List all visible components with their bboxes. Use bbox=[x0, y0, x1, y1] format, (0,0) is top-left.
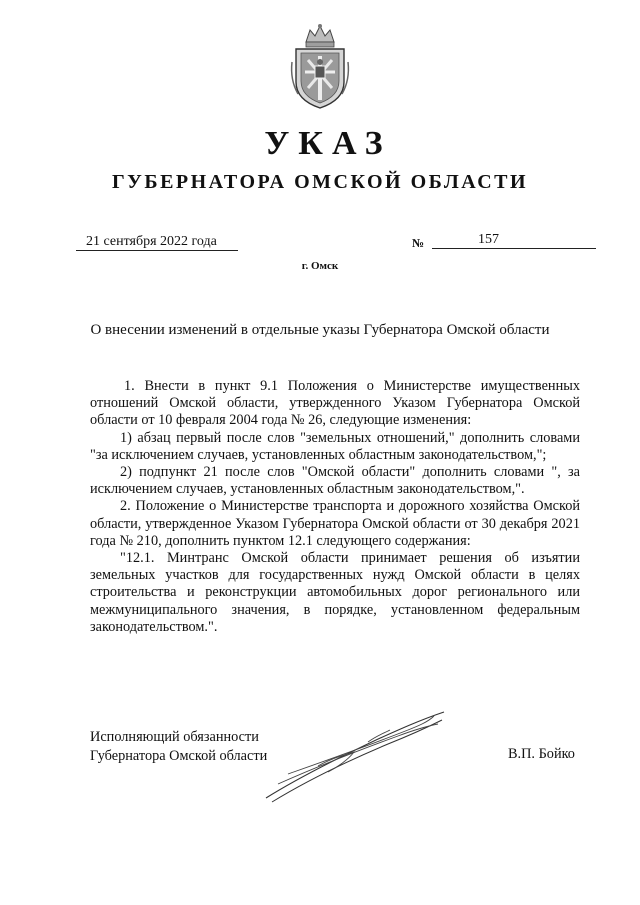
signatory-position-line-1: Исполняющий обязанности bbox=[90, 729, 259, 745]
document-number: 157 bbox=[478, 232, 499, 247]
document-city: г. Омск bbox=[301, 260, 339, 272]
signatory-position-line-2: Губернатора Омской области bbox=[90, 747, 268, 764]
number-sign: № bbox=[412, 236, 425, 250]
paragraph-1: 1. Внести в пункт 9.1 Положения о Министерстве имущественных отношений Омской области, утвержденного Указом Губернатора Омской области от 10 февраля 2004 года № 26, следующие изменения: bbox=[90, 378, 580, 429]
document-title: УКАЗ bbox=[264, 125, 392, 162]
signatory-position bbox=[90, 728, 267, 765]
document-subject: О внесении изменений в отдельные указы Губернатора Омской области bbox=[90, 322, 550, 338]
document-body bbox=[90, 378, 580, 636]
number-underline bbox=[432, 248, 596, 249]
document-date: 21 сентября 2022 года bbox=[86, 234, 217, 249]
document-subtitle: ГУБЕРНАТОРА ОМСКОЙ ОБЛАСТИ bbox=[111, 171, 529, 193]
paragraph-2-quote: "12.1. Минтранс Омской области принимает решения об изъятии земельных участков для государственных нужд Омской области в целях строительства и реконструкции автомобильных дорог регионального или межмуниципального значения, в порядке, установленном федеральным законодательством.". bbox=[90, 550, 580, 635]
date-underline bbox=[76, 250, 238, 251]
coat-of-arms-icon bbox=[288, 22, 352, 110]
handwritten-signature bbox=[258, 706, 448, 806]
paragraph-1-item-1: 1) абзац первый после слов "земельных отношений," дополнить словами "за исключением случаев, установленных областным законодательством,"; bbox=[90, 429, 580, 463]
paragraph-1-item-2: 2) подпункт 21 после слов "Омской области" дополнить словами ", за исключением случаев, установленных областным законодательством,". bbox=[90, 464, 580, 498]
signatory-name: В.П. Бойко bbox=[508, 746, 575, 762]
paragraph-2: 2. Положение о Министерстве транспорта и дорожного хозяйства Омской области, утвержденное Указом Губернатора Омской области от 30 декабря 2021 года № 210, дополнить пунктом 12.1 следующего содержания: bbox=[90, 498, 580, 549]
